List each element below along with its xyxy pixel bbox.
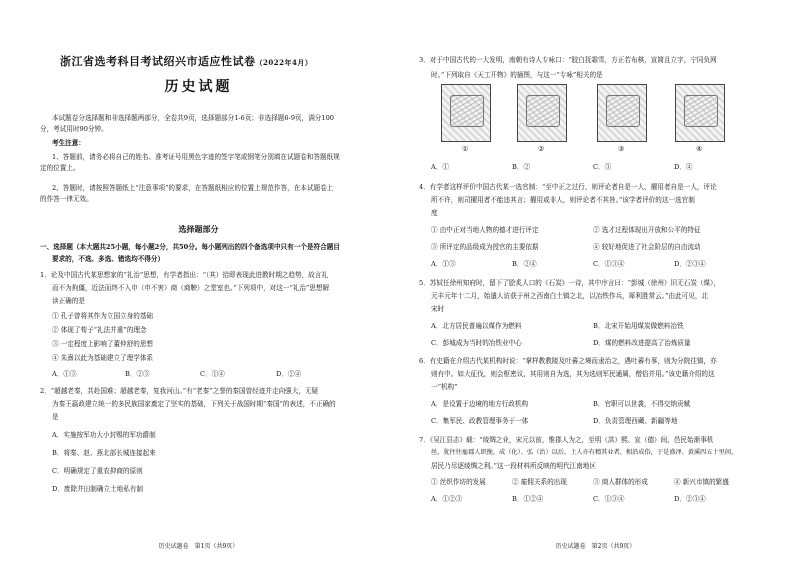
notice-heading: 考生注意： (52, 139, 85, 147)
q5-option-d: D．煤的燃料改进提高了冶炼质量 (593, 339, 691, 347)
notice-2b: 的作答一律无效。 (40, 195, 93, 203)
q1-item-2: ② 体现了荀子“礼法并重”的理念 (52, 326, 147, 334)
q7-stem-c: 居民乃尽逐绫绸之利。”这一段材料所反映的明代江南地区 (431, 462, 596, 470)
q1-item-3: ③ 一定程度上影响了董仲舒的思想 (52, 340, 154, 348)
q3-illustration-1 (441, 84, 491, 142)
q5-stem-a: 5．苏轼任徐州知府时，留下了脍炙人口的《石炭》一诗，其中序言曰：“彭城（徐州）旧无石炭（煤）， (419, 279, 720, 287)
q3-illustration-2 (517, 84, 567, 142)
q3-option-b: B．② (512, 163, 531, 171)
q1-stem-a: 1．论及中国古代某思想家的“礼治”思想，有学者指出：“（其）拾即表现此进教时期之趋势，故言礼 (40, 271, 328, 279)
q3-option-d: D．④ (674, 163, 693, 171)
q5-stem-c: 宋时 (431, 305, 445, 313)
q2-option-b: B．将秦、赵、燕北部长城连接起来 (52, 449, 156, 457)
q3-illustration-label-4: ④ (696, 145, 703, 153)
page-right (397, 0, 794, 561)
q4-option-a: A．①③ (431, 260, 456, 268)
q4-item-1: ① 由中正对当地人物的德才进行评定 (431, 226, 539, 234)
q3-illustration-4 (675, 84, 725, 142)
q4-stem-a: 4．有学者这样评价中国古代某一选官制：“至中正之过行，则评论者自是一人，擢用者自是一人，评论 (419, 183, 717, 191)
q5-stem-b: 元丰元年十二月，始遣人访获于州之西南白土镇之北，以冶铁作兵，犀利胜常云。”由此可见，北 (431, 292, 709, 300)
q4-item-2: ② 选才过程体现出开放和公平的特征 (593, 226, 701, 234)
q5-option-a: A．北方居民普遍以煤作为燃料 (431, 322, 522, 330)
q2-option-c: C．明确规定了重农抑商的原则 (52, 467, 143, 475)
q6-option-a: A．是设置于边境的地方行政机构 (431, 400, 529, 408)
q2-stem-b: 为秦王嬴政建立统一的多民族国家奠定了坚实的基础，下列关于战国时期“秦国”的表述，不正确的 (52, 400, 336, 408)
q2-option-d: D．废除井田制确立土地私有制 (52, 485, 144, 493)
q1-item-1: ① 孔子曾将其作为立国立身的基础 (52, 312, 154, 320)
notice-1a: 1、答题前，请务必将自己的姓名、准考证号用黑色字迹的签字笔或钢笔分别填在试题卷和答题纸规 (52, 153, 340, 161)
notice-1b: 定的位置上。 (40, 164, 80, 172)
q6-option-c: C．集军民、政教管理事务于一体 (431, 417, 529, 425)
q6-option-b: B．官职可以世袭，不得交纳贡赋 (593, 400, 691, 408)
section-heading: 选择题部分 (178, 224, 219, 234)
q7-item-2: ② 雇佣关系的出现 (512, 478, 567, 486)
q1-stem-c: 读正确的是 (52, 297, 85, 305)
exam-title (60, 53, 312, 69)
q7-item-3: ③ 商人群体的形成 (593, 478, 648, 486)
q3-illustration-label-1: ① (462, 145, 469, 153)
q1-option-b: B．②③ (125, 370, 150, 378)
q1-option-a: A．①③ (52, 370, 77, 378)
q4-item-3: ③ 所评定的品级成为授官的主要依据 (431, 243, 539, 251)
q3-stem-a: 3．对于中国古代的一大发明，南朝有诗人专咏口：“胶白抚霜雪，方正若布棋，宣简且立字，宁同负网 (419, 56, 717, 64)
q7-option-d: D．②③④ (674, 495, 706, 503)
q7-stem-a: 7．《吴江县志》载：“绫绸之业，宋元以前，惟郡人为之，至明（洪）熙、宣（德）间，邑民始渐事机 (419, 436, 714, 444)
q3-option-c: C．③ (593, 163, 612, 171)
q6-stem-c: 一“机构” (431, 383, 458, 391)
q4-option-b: B．②④ (512, 260, 537, 268)
q7-item-1: ① 丝织作坊的发展 (431, 478, 486, 486)
exam-title-date: （2022年4月） (255, 58, 313, 67)
q3-option-a: A．① (431, 163, 449, 171)
q7-item-4: ④ 新兴市镇的繁盛 (674, 478, 729, 486)
q3-illustration-label-2: ② (538, 145, 545, 153)
q4-stem-c: 度 (431, 209, 438, 217)
q6-stem-b: 则有中。如大征伐，则会枢密议，其用则自为选，其为选则军民通属，僧俗并用。”该史籍介绍的这 (431, 370, 715, 378)
q3-illustration-3 (597, 84, 647, 142)
q1-stem-b: 而不为拘僵，近法而终不入申（申不害）商（商鞅）之堂室也。”下列项中，对这一“礼治”思想解 (52, 284, 330, 292)
intro-line-2: 分，考试用时90分钟。 (40, 125, 108, 133)
q7-option-c: C．①③④ (593, 495, 625, 503)
q2-stem-a: 2．“超越老秦，共赴国难；超越老秦，复我河山。”有“老秦”之誉的秦国曾经迹并走向强大，无疑 (40, 387, 319, 395)
page-footer-right: 历史试题卷 第2页（共9页） (555, 543, 636, 550)
q4-item-4: ④ 较好地促进了社会阶层的自由流动 (593, 243, 701, 251)
q7-option-a: A．①②③ (431, 495, 463, 503)
q2-option-a: A．实施按军功大小封赐的军功爵制 (52, 431, 156, 439)
q6-option-d: D．负责管理西藏、新疆等地 (593, 417, 678, 425)
intro-line-1: 本试题卷分选择题和非选择题两部分，全卷共9页，选择题部分1-6页；非选择题6-9页，满分100 (52, 114, 334, 122)
q1-option-d: D．②④ (276, 370, 302, 378)
q4-stem-b: 所不许，则司擢用者不能违其言；擢用或非人，则评论者不其咎。”该学者评价的这一选官制 (431, 196, 695, 204)
q7-option-b: B．①②④ (512, 495, 544, 503)
q1-option-c: C．①④ (200, 370, 225, 378)
instructions-1: 一、选择题（本大题共25小题，每小题2分，共50分。每小题列出的四个备选项中只有一个是符合题目 (40, 243, 340, 251)
exam-title-text: 浙江省选考科目考试绍兴市适应性试卷 (60, 55, 256, 68)
q2-stem-c: 是 (52, 413, 59, 421)
subject-title: 历史试题 (164, 79, 233, 95)
q7-stem-b: 丝，犹往往雇郡人织挽，成（化）、弘（治）以后，土人亦有精其业者，相沿成俗，于是盛泽、黄溪四五十里间， (431, 449, 738, 456)
q4-option-c: C．①③④ (593, 260, 625, 268)
notice-2a: 2、答题时，请按照答题纸上“注意事项”的要求，在答题纸相应的位置上规范作答，在本试题卷上 (52, 184, 334, 192)
q3-illustration-label-3: ③ (618, 145, 625, 153)
q1-item-4: ④ 朱熹以此为基础建立了理学体系 (52, 354, 154, 362)
q4-option-d: D．②③④ (674, 260, 706, 268)
q6-stem-a: 6．有史籍在介绍古代某机构时说：“掌样教教陵及吐蕃之境而隶治之，遇吐蕃有事，则为分院往镇，亦 (419, 357, 717, 365)
q3-stem-b: 时。”下列取自《天工开物》的插图，与这一“专咏”相关的是 (431, 71, 603, 79)
instructions-2: 要求的，不选、多选、错选均不得分） (52, 255, 165, 263)
q5-option-b: B．北宋开始用煤炭做燃料冶铁 (593, 322, 684, 330)
page-footer-left: 历史试题卷 第1页（共9页） (158, 543, 239, 550)
q5-option-c: C．彭城成为当时的冶铁业中心 (431, 339, 522, 347)
